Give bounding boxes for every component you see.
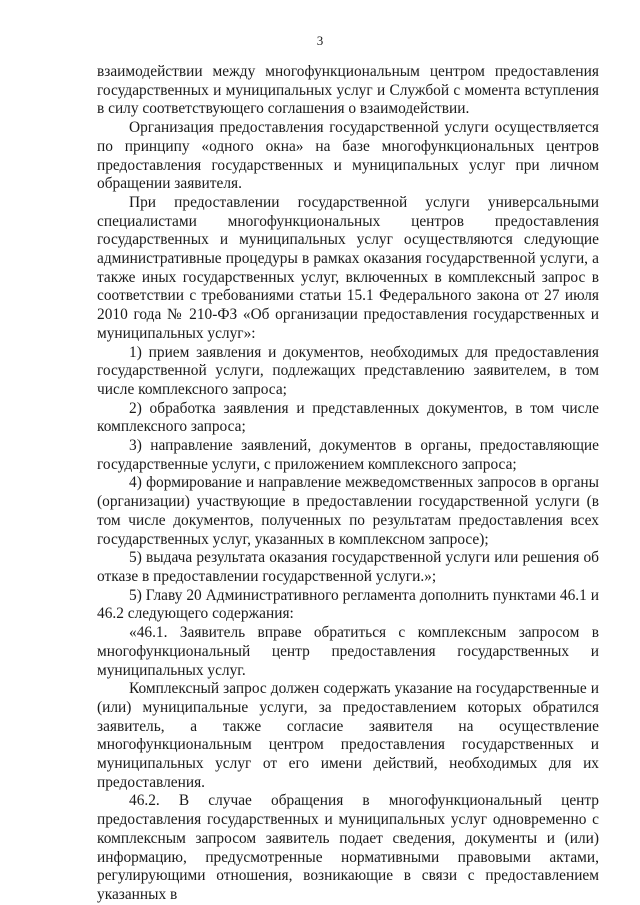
document-body: [97, 63, 599, 905]
clause-46-2: 46.2. В случае обращения в многофункциональный центр предоставления государственных и муниципальных услуг одновременно с комплексным запросом заявитель подает сведения, документы и (или) информацию, предусмотренные нормативными правовыми актами, регулирующими отношения, возникающие в связи с предоставлением указанных в: [97, 792, 599, 903]
list-item-2: 2) обработка заявления и представленных документов, в том числе комплексного запроса;: [97, 399, 599, 436]
list-item-4: 4) формирование и направление межведомственных запросов в органы (организации) участвующие в предоставлении государственной услуги (в том числе документов, полученных по результатам предоставления всех государственных услуг, указанных в комплексном запросе);: [97, 474, 599, 548]
paragraph-procedures-intro: При предоставлении государственной услуги универсальными специалистами многофункциональных центров предоставления государственных и муниципальных услуг осуществляются следующие административные процедуры в рамках оказания государственной услуги, а также иных государственных услуг, включенных в комплексный запрос в соответствии с требованиями статьи 15.1 Федерального закона от 27 июля 2010 года № 210-ФЗ «Об организации предоставления государственных и муниципальных услуг»:: [97, 193, 599, 342]
paragraph-one-window: Организация предоставления государственной услуги осуществляется по принципу «одного окна» на базе многофункциональных центров предоставления государственных и муниципальных услуг при личном обращении заявителя.: [97, 119, 599, 193]
clause-46-1: «46.1. Заявитель вправе обратиться с комплексным запросом в многофункциональный центр предоставления государственных и муниципальных услуг.: [97, 624, 599, 679]
list-item-1: 1) прием заявления и документов, необходимых для предоставления государственной услуги, подлежащих представлению заявителем, в том числе комплексного запроса;: [97, 343, 599, 398]
list-item-5: 5) выдача результата оказания государственной услуги или решения об отказе в предоставлении государственной услуги.»;: [97, 549, 599, 585]
list-item-3: 3) направление заявлений, документов в органы, предоставляющие государственные услуги, с приложением комплексного запроса;: [97, 437, 599, 473]
paragraph-continuation: взаимодействии между многофункциональным центром предоставления государственных и муниципальных услуг и Службой с момента вступления в силу соответствующего соглашения о взаимодействии.: [97, 63, 599, 118]
page-number: 3: [316, 33, 324, 48]
amendment-item-5: 5) Главу 20 Административного регламента дополнить пунктами 46.1 и 46.2 следующего содержания:: [97, 586, 599, 623]
paragraph-complex-request: Комплексный запрос должен содержать указание на государственные и (или) муниципальные услуги, за предоставлением которых обратился заявитель, а также согласие заявителя на осуществление многофункциональным центром предоставления государственных и муниципальных услуг от его имени действий, необходимых для их предоставления.: [97, 680, 599, 791]
